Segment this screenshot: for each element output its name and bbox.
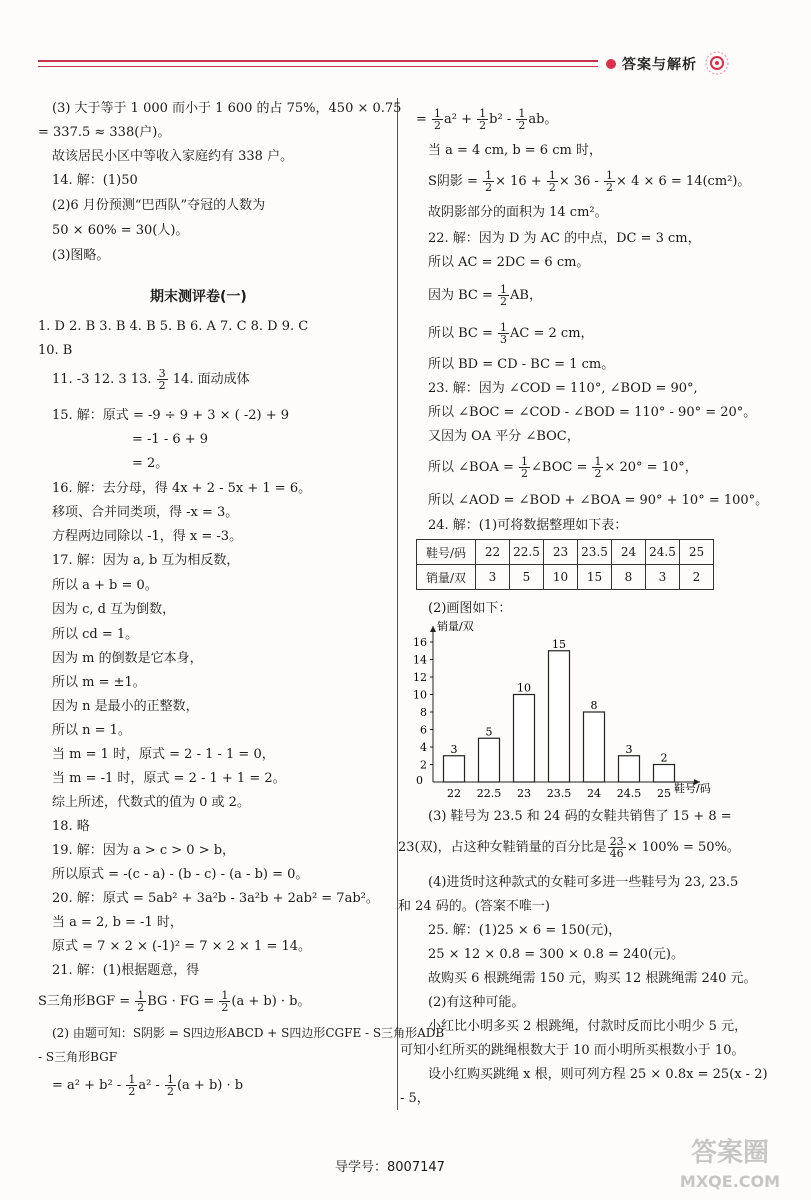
rt: AC = 2 cm， (510, 326, 594, 341)
x-tick-label: 24 (587, 787, 601, 800)
rt: = (416, 112, 432, 127)
text-line: (2)6 月份预测“巴西队”夺冠的人数为 (52, 198, 266, 213)
y-tick-label: 8 (420, 706, 427, 719)
text-line: 所以 n = 1。 (52, 723, 131, 738)
y-tick-label: 16 (413, 636, 427, 649)
bar (654, 765, 675, 783)
right-line: 又因为 OA 平分 ∠BOC， (428, 429, 580, 444)
shoe-data-table (416, 539, 714, 590)
table-cell: 22.5 (510, 540, 544, 565)
right-line (416, 108, 557, 131)
text-line: 16. 解：去分母，得 4x + 2 - 5x + 1 = 6。 (52, 481, 312, 496)
text-line: 综上所述，代数式的值为 0 或 2。 (52, 795, 250, 810)
x-tick-label: 23.5 (546, 787, 572, 800)
choice-answers: 1. D 2. B 3. B 4. B 5. B 6. A 7. C 8. D 9. C (38, 319, 309, 334)
table-header-cell: 鞋号/码 (417, 540, 476, 565)
q21-text: S三角形BGF = (38, 994, 135, 1009)
text-line: 所以 m = ±1。 (52, 675, 146, 690)
y-axis-arrow (430, 626, 436, 632)
q21-line3: - S三角形BGF (38, 1050, 118, 1064)
y-tick-label: 6 (420, 723, 427, 737)
text-line: 18. 略 (52, 819, 90, 834)
text-line: 因为 m 的倒数是它本身， (52, 651, 203, 666)
rt: b² - (489, 112, 516, 127)
table-cell: 3 (476, 565, 510, 590)
q21-text: = a² + b² - (52, 1078, 126, 1093)
fraction: $\frac{1}{2}$ (479, 107, 487, 132)
text-line: 原式 = 7 × 2 × (-1)² = 7 × 2 × 1 = 14。 (52, 939, 312, 954)
rt: 所以 BC = (428, 326, 498, 341)
fraction: $\frac{1}{2}$ (548, 169, 556, 194)
y-axis-label: 销量/双 (437, 620, 474, 633)
fraction: $\frac{1}{2}$ (128, 1073, 136, 1098)
right-line: 25. 解：(1)25 × 6 = 150(元)， (428, 923, 622, 938)
rt: S阴影 = (428, 174, 483, 189)
bar-value-label: 3 (625, 742, 633, 756)
right-line: 25 × 12 × 0.8 = 300 × 0.8 = 240(元)。 (428, 947, 684, 962)
right-line: (4)进货时这种款式的女鞋可多进一些鞋号为 23, 23.5 (428, 875, 739, 890)
table-cell: 3 (646, 565, 680, 590)
text-line: = -1 - 6 + 9 (132, 432, 209, 447)
right-line: (2)有这种可能。 (428, 995, 525, 1010)
bar (514, 695, 535, 783)
rt: 23(双)，占这种女鞋销量的百分比是 (398, 840, 607, 855)
table-row (417, 540, 714, 565)
fraction: $\frac{1}{3}$ (500, 321, 508, 346)
y-tick-label: 2 (420, 758, 427, 772)
column-divider (397, 98, 398, 1110)
y-tick-label: 12 (413, 671, 427, 684)
right-line: 所以 ∠BOC = ∠COD - ∠BOD = 110° - 90° = 20°。 (428, 405, 757, 420)
table-cell: 8 (612, 565, 646, 590)
text-line: = 2。 (132, 456, 169, 471)
y-tick-label: 4 (420, 741, 427, 754)
right-line: 小红比小明多买 2 根跳绳，付款时反而比小明少 5 元， (428, 1019, 748, 1034)
rt: AB， (510, 288, 542, 303)
bar-value-label: 3 (450, 742, 458, 756)
rt: × 4 × 6 = 14(cm²)。 (616, 174, 751, 189)
right-line: 22. 解：因为 D 为 AC 的中点，DC = 3 cm， (428, 231, 701, 246)
header-title: 答案与解析 (622, 57, 697, 73)
rt: × 20° = 10°， (604, 460, 698, 475)
x-axis-label: 鞋号/码 (674, 782, 711, 795)
bar-chart (405, 612, 725, 808)
q21-text: a² - (138, 1078, 164, 1093)
right-line: - 5， (400, 1091, 430, 1106)
text-line: 20. 解：原式 = 5ab² + 3a²b - 3a²b + 2ab² = 7ab²。 (52, 891, 379, 906)
origin-label: 0 (416, 774, 423, 787)
right-line: 所以 BD = CD - BC = 1 cm。 (428, 357, 615, 372)
text-line: 当 a = 2, b = -1 时， (52, 915, 183, 930)
fraction: $\frac{3}{2}$ (158, 367, 166, 392)
table-cell: 25 (680, 540, 714, 565)
text-line: 所以 cd = 1。 (52, 627, 139, 642)
text-line: (3)图略。 (52, 248, 110, 263)
q21-line2: (2) 由题可知：S阴影 = S四边形ABCD + S四边形CGFE - S三角形ADB (52, 1026, 445, 1040)
table-cell: 10 (544, 565, 578, 590)
right-line: (2)画图如下： (428, 601, 512, 616)
q21-line1 (38, 990, 311, 1013)
text-line: 15. 解：原式 = -9 ÷ 9 + 3 × ( -2) + 9 (52, 408, 290, 423)
fraction: $\frac{1}{2}$ (434, 107, 442, 132)
right-line: 所以 ∠AOD = ∠BOD + ∠BOA = 90° + 10° = 100°。 (428, 493, 769, 508)
text-line: 因为 c, d 互为倒数， (52, 602, 176, 617)
y-tick-label: 10 (413, 688, 427, 702)
guide-number: 导学号：8007147 (335, 1160, 445, 1175)
rt: ∠BOC = (531, 460, 592, 475)
fraction: $\frac{1}{2}$ (137, 989, 145, 1014)
text-line: 移项、合并同类项，得 -x = 3。 (52, 505, 239, 520)
bar (444, 756, 465, 782)
right-line (398, 836, 740, 859)
q21-text: (a + b) · b。 (231, 994, 311, 1009)
table-cell: 24.5 (646, 540, 680, 565)
rt: × 16 + (495, 174, 546, 189)
text-line: 当 m = -1 时，原式 = 2 - 1 + 1 = 2。 (52, 771, 286, 786)
x-tick-label: 24.5 (616, 787, 642, 800)
header-bullet-icon (606, 59, 616, 69)
fraction: $\frac{1}{2}$ (594, 455, 602, 480)
right-line: 故阴影部分的面积为 14 cm²。 (428, 205, 608, 220)
bar (549, 651, 570, 782)
text-line: (3) 大于等于 1 000 而小于 1 600 的占 75%，450 × 0.75 (52, 101, 402, 116)
fill-answers (52, 368, 250, 391)
bar (619, 756, 640, 782)
table-cell: 15 (578, 565, 612, 590)
bar-value-label: 5 (485, 725, 493, 739)
watermark-text: 答案圈 (690, 1138, 770, 1168)
fraction: $\frac{1}{2}$ (485, 169, 493, 194)
text-line: 因为 n 是最小的正整数， (52, 699, 199, 714)
rt: a² + (444, 112, 477, 127)
fraction: $\frac{1}{2}$ (166, 1073, 174, 1098)
fraction: $\frac{1}{2}$ (518, 107, 526, 132)
table-cell: 23 (544, 540, 578, 565)
fraction: $\frac{1}{2}$ (221, 989, 229, 1014)
fraction: $\frac{1}{2}$ (500, 283, 508, 308)
right-line (428, 456, 698, 479)
right-line (428, 284, 542, 307)
table-cell: 23.5 (578, 540, 612, 565)
bar (479, 738, 500, 782)
text-line: 方程两边同除以 -1，得 x = -3。 (52, 529, 243, 544)
bar-value-label: 10 (517, 681, 531, 695)
right-line: 设小红购买跳绳 x 根，则可列方程 25 × 0.8x = 25(x - 2) (428, 1067, 768, 1082)
watermark-logo (675, 1125, 785, 1195)
right-line: 当 a = 4 cm, b = 6 cm 时， (428, 143, 602, 158)
bar (584, 712, 605, 782)
header-rule-bottom (38, 66, 598, 67)
rt: ab。 (528, 112, 558, 127)
x-tick-label: 23 (517, 787, 531, 800)
right-line: 故购买 6 根跳绳需 150 元，购买 12 根跳绳需 240 元。 (428, 971, 757, 986)
rt: × 100% = 50%。 (626, 840, 740, 855)
bar-value-label: 15 (552, 637, 566, 651)
x-tick-label: 25 (657, 787, 671, 800)
right-line: 24. 解：(1)可将数据整理如下表： (428, 518, 628, 533)
rt: 因为 BC = (428, 288, 498, 303)
right-line: 23. 解：因为 ∠COD = 110°, ∠BOD = 90°, (428, 381, 698, 396)
fraction: $\frac{23}{46}$ (609, 835, 624, 860)
text-line: 所以原式 = -(c - a) - (b - c) - (a - b) = 0。 (52, 867, 309, 882)
right-line: 所以 AC = 2DC = 6 cm。 (428, 255, 590, 270)
text-line: 19. 解：因为 a > c > 0 > b， (52, 843, 236, 858)
bar-value-label: 8 (590, 699, 598, 712)
choice-answers: 10. B (38, 343, 73, 358)
watermark-url: MXQE.COM (679, 1172, 781, 1191)
right-line: 和 24 码的。(答案不唯一) (398, 899, 550, 914)
q21-text: BG · FG = (147, 994, 219, 1009)
text-line: 17. 解：因为 a, b 互为相反数， (52, 553, 240, 568)
table-cell: 24 (612, 540, 646, 565)
text-line: 当 m = 1 时，原式 = 2 - 1 - 1 = 0， (52, 747, 275, 762)
table-cell: 5 (510, 565, 544, 590)
fill-answers-a: 11. -3 12. 3 13. (52, 372, 152, 387)
rt: × 36 - (558, 174, 604, 189)
text-line: 故该居民小区中等收入家庭约有 338 户。 (52, 149, 294, 164)
header-flower-icon (700, 48, 734, 78)
x-tick-label: 22 (447, 787, 461, 800)
rt: 所以 ∠BOA = (428, 460, 519, 475)
table-header-cell: 销量/双 (417, 565, 476, 590)
y-tick-label: 14 (413, 653, 427, 667)
right-line: (3) 鞋号为 23.5 和 24 码的女鞋共销售了 15 + 8 = (428, 809, 732, 824)
q21-line4 (52, 1074, 243, 1097)
bar-value-label: 2 (660, 751, 668, 765)
section-title: 期末测评卷(一) (150, 289, 247, 305)
table-row (417, 565, 714, 590)
fill-answers-b: 14. 面动成体 (172, 372, 250, 387)
fraction: $\frac{1}{2}$ (606, 169, 614, 194)
right-line (428, 322, 594, 345)
header-rule-top (38, 60, 598, 62)
text-line: 50 × 60% = 30(人)。 (52, 223, 189, 238)
text-line: = 337.5 ≈ 338(户)。 (38, 125, 171, 140)
x-tick-label: 22.5 (476, 787, 502, 800)
text-line: 21. 解：(1)根据题意，得 (52, 963, 200, 978)
q21-text: (a + b) · b (176, 1078, 244, 1093)
right-line: 可知小红所买的跳绳根数大于 10 而小明所买根数小于 10。 (400, 1043, 745, 1058)
text-line: 14. 解：(1)50 (52, 173, 138, 188)
table-cell: 2 (680, 565, 714, 590)
right-line (428, 170, 750, 193)
text-line: 所以 a + b = 0。 (52, 578, 158, 593)
fraction: $\frac{1}{2}$ (521, 455, 529, 480)
table-cell: 22 (476, 540, 510, 565)
